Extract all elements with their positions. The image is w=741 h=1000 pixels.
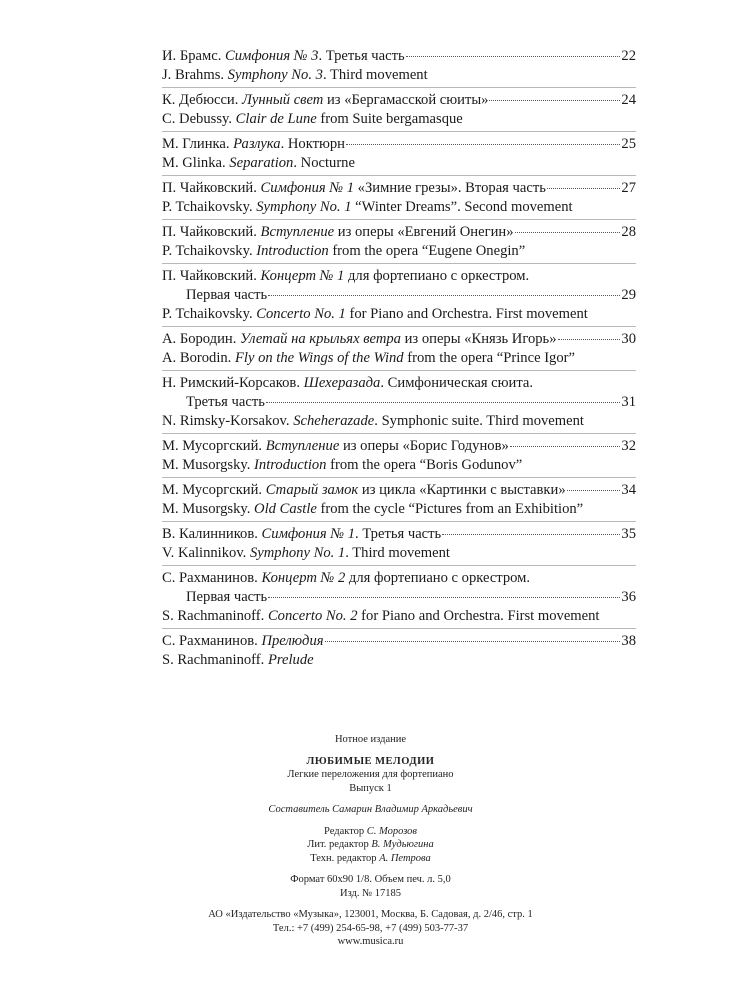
- work-title: Лунный свет: [242, 92, 324, 108]
- toc-en-line: [162, 500, 636, 519]
- toc-en-line: [162, 242, 636, 261]
- toc-ru-line: [162, 481, 636, 500]
- toc-en-line: [162, 110, 636, 129]
- text-fragment: из «Бергамасской сюиты»: [323, 92, 489, 108]
- page-number: 30: [621, 331, 636, 347]
- toc-ru-line: [162, 179, 636, 198]
- text-fragment: . Symphonic suite. Third movement: [374, 413, 584, 429]
- toc-ru-line: [162, 632, 636, 651]
- text-fragment: «Зимние грезы». Вторая часть: [354, 180, 546, 196]
- toc-ru-line: [162, 569, 636, 588]
- editor-name: С. Морозов: [366, 825, 417, 837]
- text-fragment: из оперы «Князь Игорь»: [400, 331, 557, 347]
- toc-entry[interactable]: [162, 175, 636, 219]
- text-fragment: . Third movement: [345, 545, 450, 561]
- toc-ru-line: [162, 286, 636, 305]
- dot-leader: [442, 534, 620, 535]
- work-title: Вступление: [260, 224, 335, 240]
- text-fragment: Третья часть: [186, 394, 265, 410]
- toc-ru-text: [162, 481, 566, 500]
- work-title: Старый замок: [265, 482, 359, 498]
- toc-ru-line: [162, 374, 636, 393]
- edition-number: Изд. № 17185: [339, 887, 402, 899]
- text-fragment: С. Рахманинов.: [162, 633, 262, 649]
- text-fragment: . Nocturne: [293, 155, 355, 171]
- dot-leader: [515, 232, 621, 233]
- text-fragment: из оперы «Борис Годунов»: [339, 438, 509, 454]
- work-title: Symphony No. 1: [249, 545, 346, 561]
- text-fragment: from the opera “Boris Godunov”: [326, 457, 523, 473]
- work-title: Concerto No. 1: [256, 306, 346, 322]
- toc-en-line: [162, 412, 636, 431]
- publisher-address: АО «Издательство «Музыка», 123001, Москва, Б. Садовая, д. 2/46, стр. 1: [208, 909, 533, 920]
- text-fragment: из цикла «Картинки с выставки»: [358, 482, 566, 498]
- toc-entry[interactable]: [162, 131, 636, 175]
- text-fragment: . Третья часть: [318, 48, 405, 64]
- text-fragment: from the opera “Prince Igor”: [403, 350, 575, 366]
- work-title: Scheherazade: [293, 413, 375, 429]
- text-fragment: S. Rachmaninoff.: [162, 652, 268, 668]
- page-number: 25: [621, 136, 636, 152]
- edition-type: Нотное издание: [334, 734, 407, 745]
- toc-entry[interactable]: [162, 628, 636, 672]
- toc-ru-text: [186, 588, 267, 607]
- dot-leader: [489, 100, 620, 101]
- print-format: Формат 60х90 1/8. Объем печ. л. 5,0: [290, 874, 451, 885]
- toc-ru-text: [186, 393, 265, 412]
- text-fragment: М. Глинка.: [162, 136, 234, 152]
- toc-ru-line: [162, 525, 636, 544]
- lit-editor: [0, 838, 741, 852]
- text-fragment: M. Glinka.: [162, 155, 230, 171]
- work-title: Симфония № 3: [225, 48, 319, 64]
- toc-ru-text: [162, 135, 345, 154]
- work-title: Концерт № 1: [260, 268, 345, 284]
- toc-entry[interactable]: [162, 47, 636, 87]
- toc-en-line: [162, 456, 636, 475]
- dot-leader: [510, 446, 621, 447]
- publisher-phone: Тел.: +7 (499) 254-65-98, +7 (499) 503-77-37: [272, 922, 469, 934]
- dot-leader: [325, 641, 621, 642]
- text-fragment: П. Чайковский.: [162, 268, 261, 284]
- page-number: 38: [621, 633, 636, 649]
- toc-ru-line: [162, 437, 636, 456]
- page-number: 35: [621, 526, 636, 542]
- publisher-website[interactable]: www.musica.ru: [337, 936, 404, 947]
- toc-ru-line: [162, 588, 636, 607]
- work-title: Вступление: [265, 438, 340, 454]
- imprint: [0, 733, 741, 949]
- text-fragment: . Third movement: [322, 67, 428, 83]
- work-title: Separation: [229, 155, 294, 171]
- text-fragment: S. Rachmaninoff.: [162, 608, 268, 624]
- work-title: Симфония № 1: [261, 526, 356, 542]
- work-title: Old Castle: [254, 501, 317, 517]
- toc-ru-text: [162, 525, 441, 544]
- text-fragment: для фортепиано с оркестром.: [344, 268, 530, 284]
- toc-ru-line: [162, 330, 636, 349]
- work-title: Концерт № 2: [261, 570, 346, 586]
- toc-entry[interactable]: [162, 477, 636, 521]
- page-number: 28: [621, 224, 636, 240]
- toc-ru-text: [162, 330, 557, 349]
- text-fragment: for Piano and Orchestra. First movement: [357, 608, 600, 624]
- toc-entry[interactable]: [162, 326, 636, 370]
- issue-number: Выпуск 1: [349, 782, 392, 794]
- text-fragment: А. Бородин.: [162, 331, 241, 347]
- editor: [0, 825, 741, 839]
- text-fragment: P. Tchaikovsky.: [162, 199, 257, 215]
- work-title: Шехеразада: [303, 375, 381, 391]
- dot-leader: [268, 295, 620, 296]
- toc-ru-text: [162, 223, 514, 242]
- toc-entry[interactable]: [162, 87, 636, 131]
- table-of-contents: [162, 47, 636, 672]
- text-fragment: J. Brahms.: [162, 67, 228, 83]
- toc-en-line: [162, 66, 636, 85]
- work-title: Fly on the Wings of the Wind: [234, 350, 404, 366]
- toc-en-line: [162, 154, 636, 173]
- text-fragment: С. Рахманинов.: [162, 570, 262, 586]
- page-number: 24: [621, 92, 636, 108]
- toc-ru-text: [162, 267, 529, 286]
- tech-editor-label: Техн. редактор: [310, 852, 380, 864]
- dot-leader: [567, 490, 621, 491]
- text-fragment: N. Rimsky-Korsakov.: [162, 413, 294, 429]
- text-fragment: from the cycle “Pictures from an Exhibition”: [316, 501, 584, 517]
- text-fragment: М. Мусоргский.: [162, 482, 266, 498]
- page-number: 27: [621, 180, 636, 196]
- toc-entry[interactable]: [162, 219, 636, 263]
- page-number: 32: [621, 438, 636, 454]
- work-title: Улетай на крыльях ветра: [240, 331, 401, 347]
- work-title: Symphony No. 1: [256, 199, 352, 215]
- toc-ru-text: [186, 286, 267, 305]
- text-fragment: P. Tchaikovsky.: [162, 243, 257, 259]
- text-fragment: C. Debussy.: [162, 111, 236, 127]
- text-fragment: from the opera “Eugene Onegin”: [328, 243, 526, 259]
- tech-editor: [0, 852, 741, 866]
- toc-en-line: [162, 349, 636, 368]
- text-fragment: В. Калинников.: [162, 526, 262, 542]
- toc-ru-text: [162, 91, 488, 110]
- text-fragment: П. Чайковский.: [162, 224, 261, 240]
- text-fragment: . Ноктюрн: [280, 136, 345, 152]
- text-fragment: . Симфоническая сюита.: [380, 375, 534, 391]
- toc-entry[interactable]: [162, 433, 636, 477]
- toc-en-line: [162, 607, 636, 626]
- toc-entry[interactable]: [162, 565, 636, 628]
- book-subtitle: Легкие переложения для фортепиано: [287, 769, 454, 780]
- dot-leader: [266, 402, 621, 403]
- toc-entry[interactable]: [162, 370, 636, 433]
- toc-ru-line: [162, 135, 636, 154]
- text-fragment: Первая часть: [186, 589, 268, 605]
- work-title: Symphony No. 3: [227, 67, 323, 83]
- text-fragment: V. Kalinnikov.: [162, 545, 250, 561]
- text-fragment: К. Дебюсси.: [162, 92, 243, 108]
- text-fragment: from Suite bergamasque: [316, 111, 463, 127]
- work-title: Introduction: [254, 457, 327, 473]
- page-number: 34: [621, 482, 636, 498]
- text-fragment: P. Tchaikovsky.: [162, 306, 257, 322]
- text-fragment: из оперы «Евгений Онегин»: [334, 224, 514, 240]
- text-fragment: М. Мусоргский.: [162, 438, 266, 454]
- page-number: 29: [621, 287, 636, 303]
- dot-leader: [346, 144, 620, 145]
- book-title: ЛЮБИМЫЕ МЕЛОДИИ: [306, 755, 435, 767]
- dot-leader: [406, 56, 621, 57]
- toc-en-line: [162, 651, 636, 670]
- toc-ru-text: [162, 632, 324, 651]
- text-fragment: “Winter Dreams”. Second movement: [351, 199, 573, 215]
- text-fragment: Первая часть: [186, 287, 268, 303]
- tech-editor-name: А. Петрова: [379, 852, 431, 864]
- text-fragment: И. Брамс.: [162, 48, 225, 64]
- work-title: Prelude: [267, 652, 314, 668]
- work-title: Concerto No. 2: [267, 608, 358, 624]
- work-title: Разлука: [233, 136, 281, 152]
- text-fragment: A. Borodin.: [162, 350, 235, 366]
- dot-leader: [558, 339, 621, 340]
- dot-leader: [268, 597, 620, 598]
- toc-en-line: [162, 198, 636, 217]
- text-fragment: for Piano and Orchestra. First movement: [345, 306, 588, 322]
- lit-editor-label: Лит. редактор: [307, 839, 372, 850]
- work-title: Introduction: [256, 243, 329, 259]
- work-title: Clair de Lune: [235, 111, 317, 127]
- page-number: 31: [621, 394, 636, 410]
- compiler: Составитель Самарин Владимир Аркадьевич: [268, 804, 473, 815]
- lit-editor-name: В. Мудьюгина: [371, 839, 434, 850]
- text-fragment: M. Musorgsky.: [162, 457, 255, 473]
- toc-ru-line: [162, 267, 636, 286]
- text-fragment: . Третья часть: [355, 526, 442, 542]
- toc-ru-text: [162, 437, 509, 456]
- work-title: Прелюдия: [261, 633, 324, 649]
- page-number: 36: [621, 589, 636, 605]
- dot-leader: [547, 188, 621, 189]
- text-fragment: для фортепиано с оркестром.: [345, 570, 531, 586]
- toc-ru-text: [162, 47, 405, 66]
- editor-label: Редактор: [324, 825, 367, 837]
- toc-ru-text: [162, 569, 530, 588]
- toc-ru-text: [162, 179, 546, 198]
- text-fragment: П. Чайковский.: [162, 180, 261, 196]
- text-fragment: Н. Римский-Корсаков.: [162, 375, 304, 391]
- text-fragment: M. Musorgsky.: [162, 501, 255, 517]
- toc-ru-text: [162, 374, 533, 393]
- toc-ru-line: [162, 47, 636, 66]
- toc-ru-line: [162, 223, 636, 242]
- toc-en-line: [162, 544, 636, 563]
- toc-entry[interactable]: [162, 263, 636, 326]
- work-title: Симфония № 1: [260, 180, 355, 196]
- page-number: 22: [621, 48, 636, 64]
- toc-ru-line: [162, 393, 636, 412]
- toc-entry[interactable]: [162, 521, 636, 565]
- toc-en-line: [162, 305, 636, 324]
- toc-ru-line: [162, 91, 636, 110]
